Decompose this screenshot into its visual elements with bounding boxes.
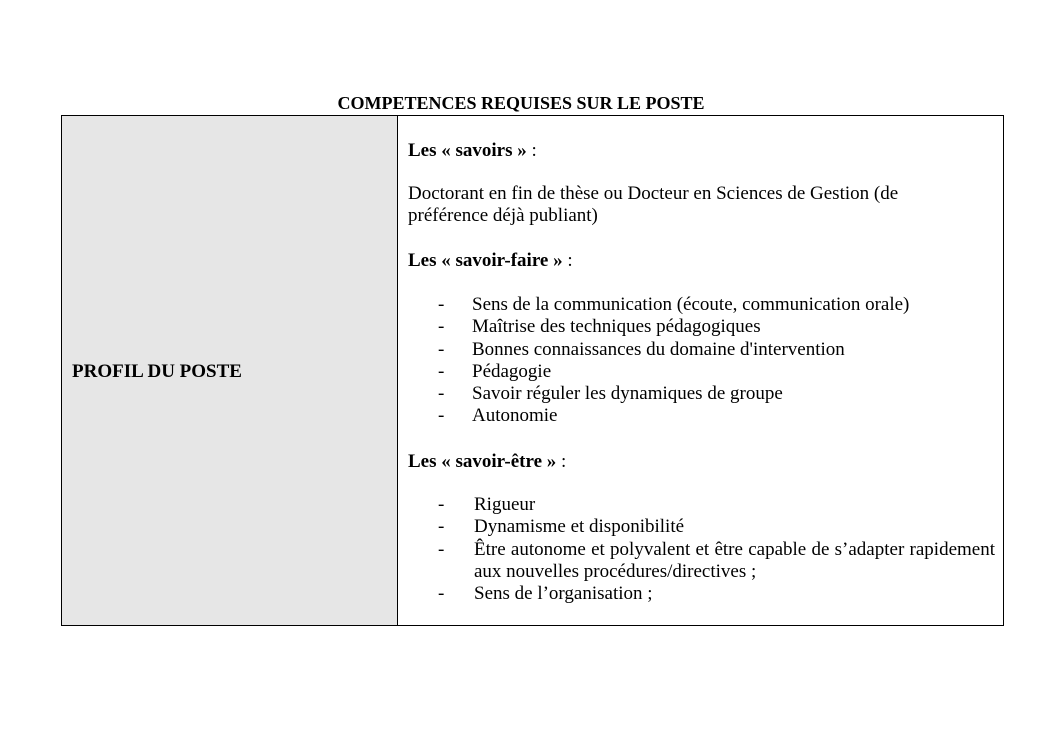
list-item-text: Maîtrise des techniques pédagogiques — [472, 316, 761, 338]
bullet-dash: - — [438, 338, 445, 360]
list-item-text: Autonomie — [472, 405, 558, 427]
list-item — [438, 339, 909, 361]
savoir-faire-heading-label: Les « savoir-faire » — [408, 250, 563, 271]
list-item-text: Être autonome et polyvalent et être capable de s’adapter rapidement aux nouvelles procédures/directives ; — [474, 538, 995, 582]
list-item — [438, 539, 995, 584]
page-title: COMPETENCES REQUISES SUR LE POSTE — [337, 93, 705, 113]
bullet-dash: - — [438, 316, 445, 338]
bullet-dash: - — [438, 494, 445, 515]
savoirs-text — [408, 183, 988, 227]
list-item-text: Bonnes connaissances du domaine d'intervention — [472, 338, 845, 360]
bullet-dash: - — [438, 583, 445, 605]
list-item — [438, 583, 995, 605]
bullet-dash: - — [438, 383, 445, 405]
bullet-dash: - — [438, 538, 445, 560]
savoirs-text-line-1: Doctorant en fin de thèse ou Docteur en Sciences de Gestion (de — [408, 183, 899, 204]
list-item — [438, 383, 909, 405]
savoir-etre-heading — [408, 451, 566, 473]
savoirs-heading-suffix: : — [526, 140, 537, 161]
list-item-text: Pédagogie — [472, 360, 552, 382]
savoir-etre-heading-suffix: : — [556, 451, 567, 472]
list-item — [438, 294, 909, 316]
bullet-dash: - — [438, 294, 445, 315]
bullet-dash: - — [438, 360, 445, 382]
savoirs-text-line-2: préférence déjà publiant) — [408, 205, 598, 226]
savoir-faire-list — [438, 294, 909, 428]
list-item-text: Sens de la communication (écoute, communication orale) — [472, 294, 910, 315]
savoirs-heading — [408, 140, 537, 162]
list-item — [438, 405, 909, 427]
savoir-faire-heading — [408, 250, 573, 272]
requirements-cell — [398, 116, 1003, 625]
list-item-text: Rigueur — [474, 494, 536, 515]
list-item-text: Savoir réguler les dynamiques de groupe — [472, 383, 783, 405]
competences-table — [61, 115, 1004, 626]
list-item-text: Sens de l’organisation ; — [474, 583, 653, 605]
savoir-etre-list — [438, 494, 995, 605]
savoirs-heading-label: Les « savoirs » — [408, 140, 527, 161]
bullet-dash: - — [438, 516, 445, 538]
bullet-dash: - — [438, 405, 445, 427]
list-item — [438, 494, 995, 516]
list-item-text: Dynamisme et disponibilité — [474, 516, 685, 538]
savoir-faire-heading-suffix: : — [562, 250, 573, 271]
list-item — [438, 516, 995, 538]
profile-label: PROFIL DU POSTE — [72, 360, 242, 382]
profile-cell — [62, 116, 398, 625]
list-item — [438, 361, 909, 383]
list-item — [438, 316, 909, 338]
savoir-etre-heading-label: Les « savoir-être » — [408, 451, 557, 472]
